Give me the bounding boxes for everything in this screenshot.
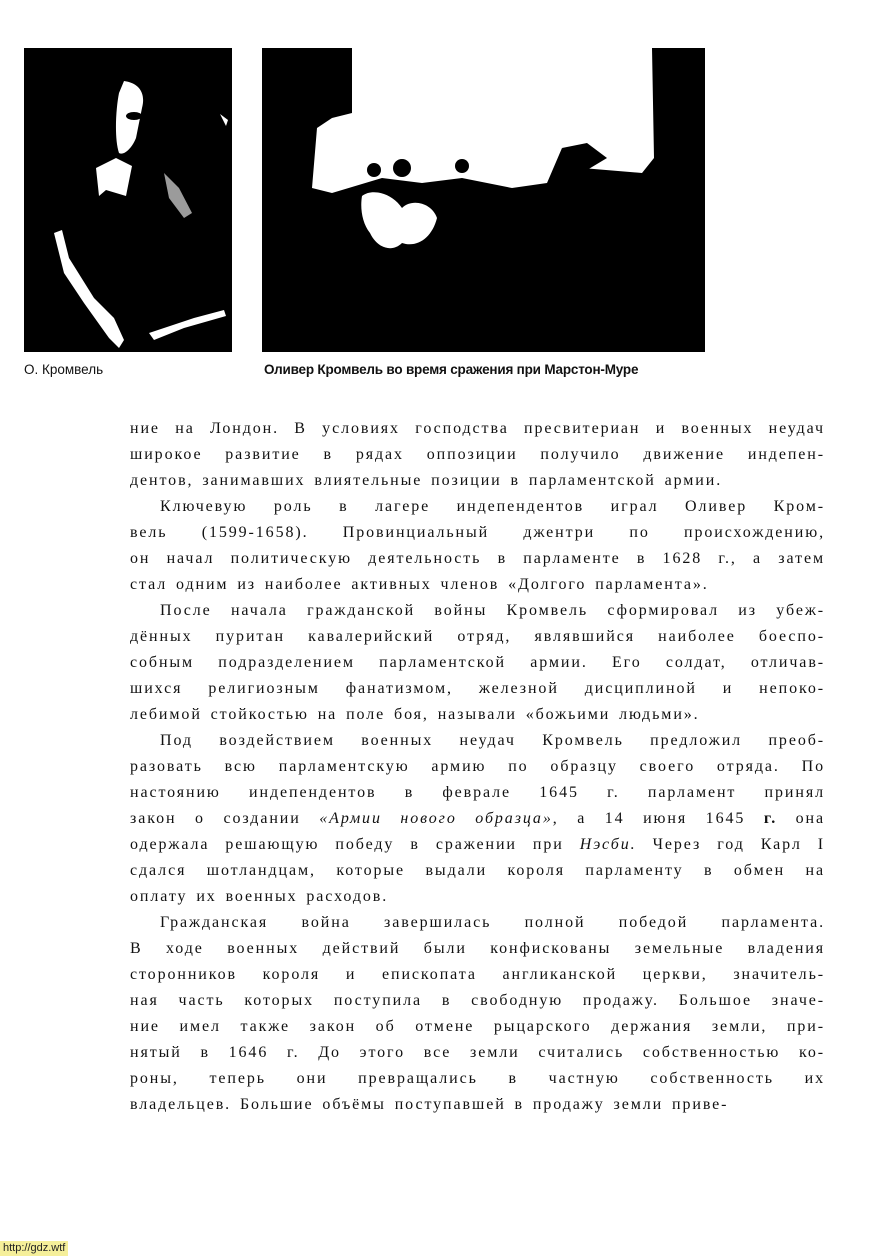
text-line: дентов, занимавших влиятельные позиции в парламентской армии. [130,472,723,489]
text-line: вель (1599-1658). Провинциальный джентри по происхождению, [130,524,825,541]
text-line: Гражданская война завершилась полной победой парламента. [160,914,825,931]
paragraph [130,416,825,494]
text-line: нятый в 1646 г. До этого все земли считались собственностью ко- [130,1044,825,1061]
watermark-link[interactable]: http://gdz.wtf [0,1241,68,1256]
text-line: Ключевую роль в лагере индепендентов играл Оливер Кром- [160,498,825,515]
text-line: владельцев. Большие объёмы поступавшей в продажу земли приве- [130,1096,729,1113]
text-line: он начал политическую деятельность в парламенте в 1628 г., а затем [130,550,825,567]
paragraph [130,728,825,910]
text-line: ние на Лондон. В условиях господства пресвитериан и военных неудач [130,420,825,437]
text-span: , а 14 июня 1645 [552,810,764,827]
text-span: закон о создании [130,810,320,827]
text-line: В ходе военных действий были конфискованы земельные владения [130,940,825,957]
text-line [130,806,825,832]
text-line: роны, теперь они превращались в частную собственность их [130,1070,825,1087]
portrait-photo [24,48,232,352]
portrait-image [24,48,232,352]
text-line: ная часть которых поступила в свободную продажу. Большое значе- [130,992,825,1009]
text-line: дённых пуритан кавалерийский отряд, являвшийся наиболее боеспо- [130,628,825,645]
body-text [130,416,825,1118]
battle-photo [262,48,705,352]
text-line: стал одним из наиболее активных членов «Долгого парламента». [130,576,709,593]
italic-text: Нэсби. [579,836,637,853]
text-line: шихся религиозным фанатизмом, железной дисциплиной и непоко- [130,680,825,697]
paragraph [130,494,825,598]
text-line: сдался шотландцам, которые выдали короля парламенту в обмен на [130,862,825,879]
battle-caption: Оливер Кромвель во время сражения при Марстон-Муре [264,362,639,377]
text-line: Под воздействием военных неудач Кромвель предложил преоб- [160,732,825,749]
paragraph [130,598,825,728]
italic-text: «Армии нового образца» [319,810,553,827]
bold-text: г. [763,810,778,827]
text-line: собным подразделением парламентской армии. Его солдат, отличав- [130,654,825,671]
text-line: широкое развитие в рядах оппозиции получило движение индепен- [130,446,825,463]
paragraph [130,910,825,1118]
text-line: сторонников короля и епископата англиканской церкви, значитель- [130,966,825,983]
text-span: одержала решающую победу в сражении при [130,836,580,853]
battle-image [262,48,705,352]
text-span: она [777,810,826,827]
text-line: настоянию индепендентов в феврале 1645 г. парламент принял [130,784,825,801]
text-line: лебимой стойкостью на поле боя, называли «божьими людьми». [130,706,700,723]
portrait-caption: О. Кромвель [24,362,104,377]
text-line [130,832,825,858]
text-line: ние имел также закон об отмене рыцарского держания земли, при- [130,1018,825,1035]
text-line: оплату их военных расходов. [130,888,389,905]
text-line: После начала гражданской войны Кромвель сформировал из убеж- [160,602,825,619]
text-span: Через год Карл I [636,836,825,853]
text-line: разовать всю парламентскую армию по образцу своего отряда. По [130,758,825,775]
